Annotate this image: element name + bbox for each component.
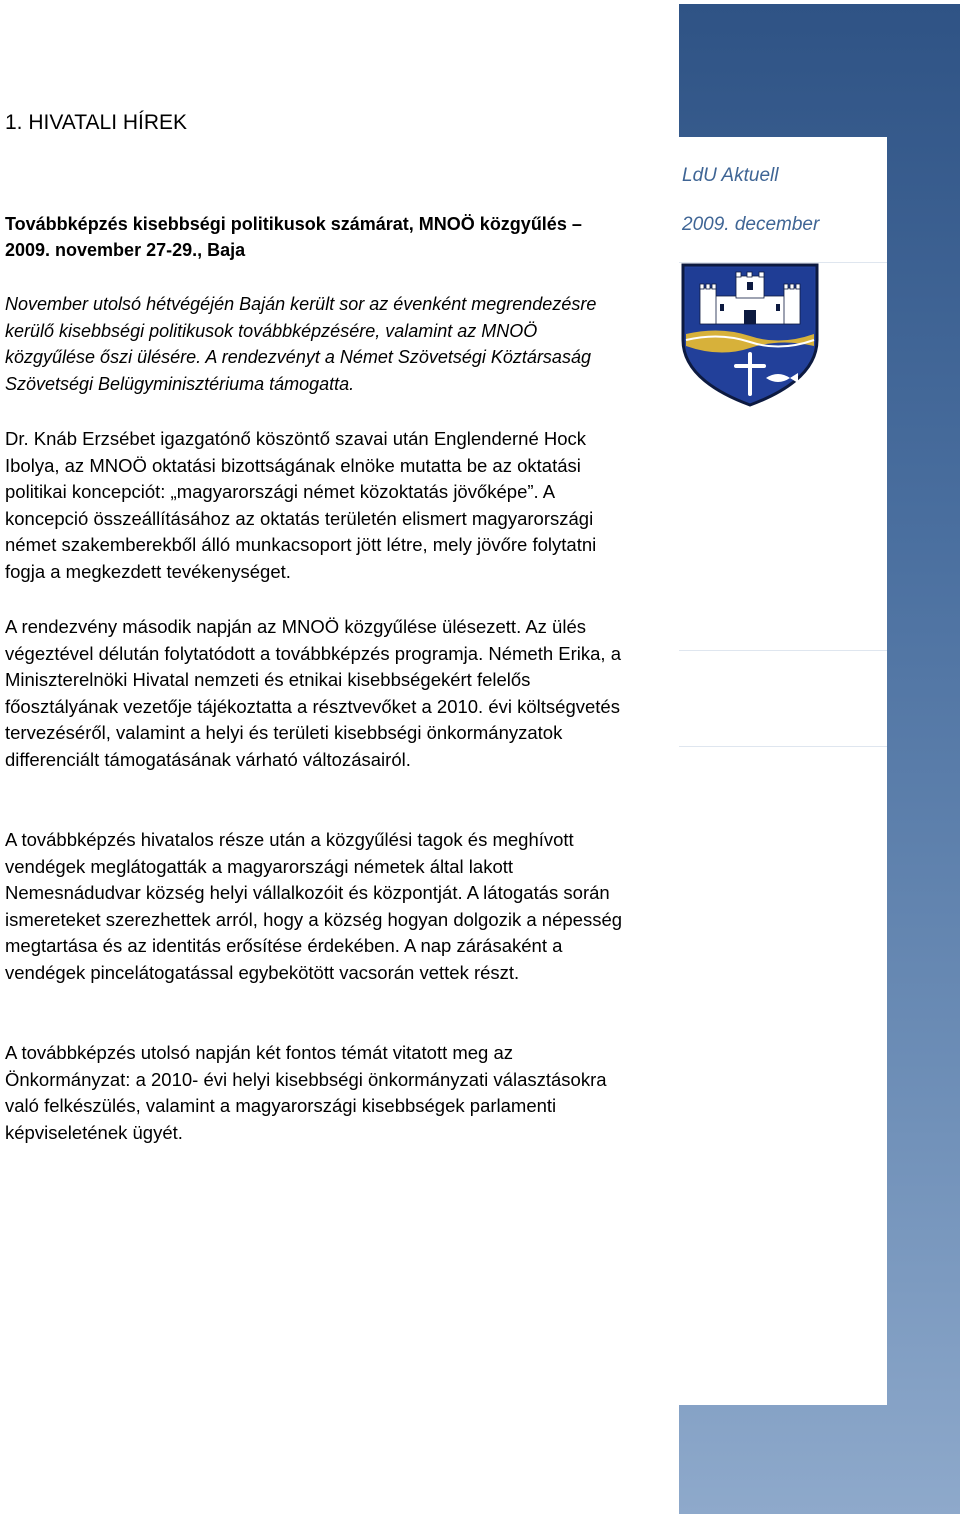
article-paragraph: Dr. Knáb Erzsébet igazgatónő köszöntő szavai után Englenderné Hock Ibolya, az MNOÖ oktatási bizottságának elnöke mutatta be az oktatási politikai koncepciót: „magyarországi német közoktatás jövőképe”. A koncepció összeállításához az oktatás területén elismert magyarországi német szakemberekből álló munkacsoport jött létre, mely jövőre folytatni fogja a megkezdett tevékenységet. <box>5 428 597 582</box>
article-headline: Továbbképzés kisebbségi politikusok számárat, MNOÖ közgyűlés – 2009. november 27-29., Baja <box>5 214 582 260</box>
issue-date: 2009. december <box>682 214 820 235</box>
publication-name: LdU Aktuell <box>682 165 779 186</box>
sidebar-divider <box>679 650 887 651</box>
section-title: 1. HIVATALI HÍREK <box>5 111 188 134</box>
article-paragraph: A rendezvény második napján az MNOÖ közgyűlése ülésezett. Az ülés végeztével délután folytatódott a továbbképzés programja. Németh Erika, a Miniszterelnöki Hivatal nemzeti és etnikai kisebbségekért felelős főosztályának vezetője tájékoztatta a résztvevőket a 2010. évi költségvetés tervezéséről, valamint a helyi és területi kisebbségi önkormányzatok differenciált támogatásának várható változásairól. <box>5 616 621 770</box>
article-paragraph: A továbbképzés hivatalos része után a közgyűlési tagok és meghívott vendégek meglátogatták a magyarországi németek által lakott Nemesnádudvar község helyi vállalkozóit és központját. A látogatás során ismereteket szerezhettek arról, hogy a község hogyan dolgozik a népesség megtartása és az identitás erősítése érdekében. A nap zárásaként a vendégek pincelátogatással egybekötött vacsorán vettek részt. <box>5 829 623 983</box>
sidebar-divider <box>679 746 887 747</box>
article-paragraph: A továbbképzés utolsó napján két fontos témát vitatott meg az Önkormányzat: a 2010- évi helyi kisebbségi önkormányzati választásokra való felkészülés, valamint a magyarországi kisebbségek parlamenti képviseletének ügyét. <box>5 1042 607 1143</box>
coat-of-arms-image <box>680 262 820 408</box>
article-lead: November utolsó hétvégéjén Baján került sor az évenként megrendezésre kerülő kisebbségi politikusok továbbképzésére, valamint az MNOÖ közgyűlése őszi ülésére. A rendezvényt a Német Szövetségi Köztársaság Szövetségi Belügyminisztériuma támogatta. <box>5 294 597 394</box>
